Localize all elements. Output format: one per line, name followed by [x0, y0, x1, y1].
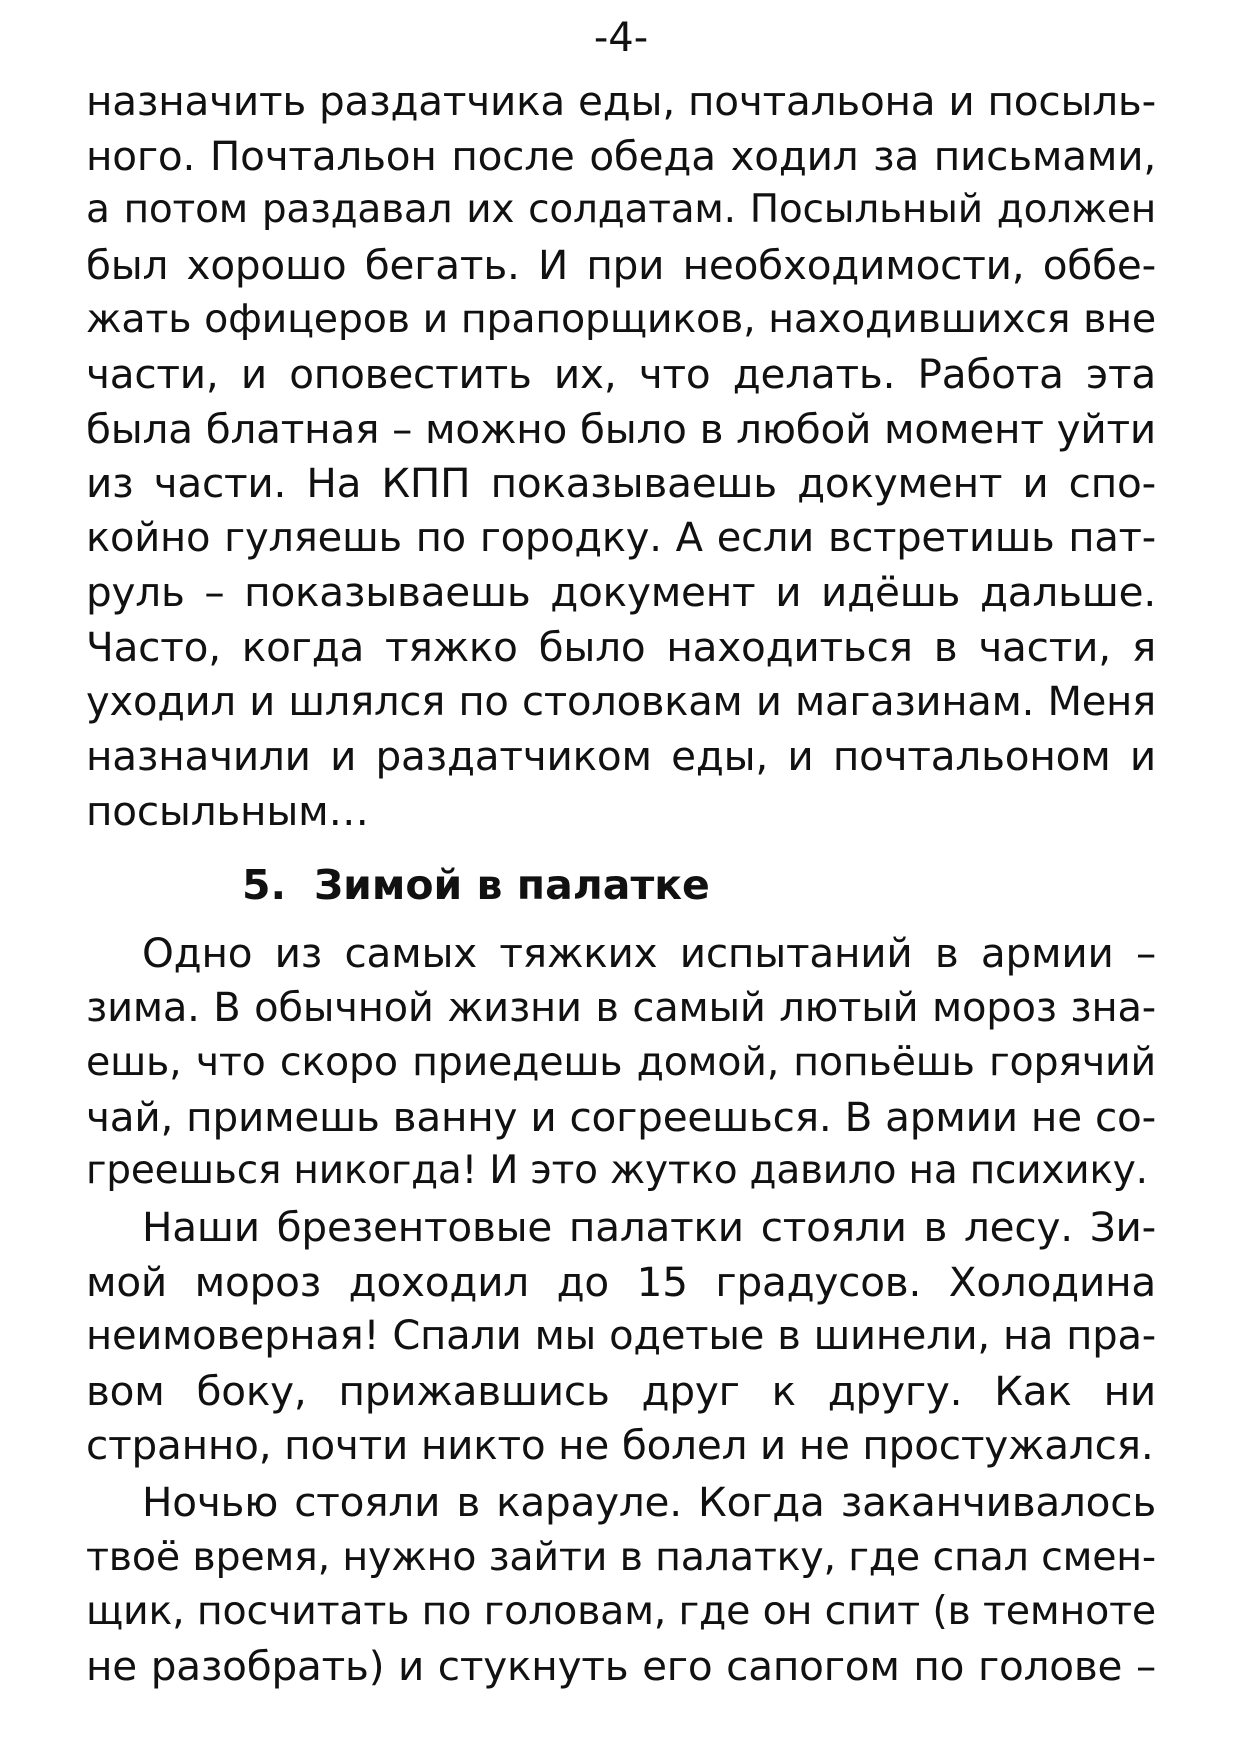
paragraph-1 [86, 74, 1156, 838]
page-number: -4- [593, 15, 649, 61]
text-line: не разобрать) и стукнуть его сапогом по голове – [86, 1641, 1156, 1690]
text-line: мой мороз доходил до 15 градусов. Холодина [86, 1257, 1156, 1306]
text-line: Одно из самых тяжких испытаний в армии – [142, 929, 1156, 977]
text-line: назначили и раздатчиком еды, и почтальоном и [86, 732, 1156, 781]
text-line: был хорошо бегать. И при необходимости, оббе- [86, 240, 1156, 289]
text-line: жать офицеров и прапорщиков, находившихся вне [86, 296, 1156, 343]
text-line: греешься никогда! И это жутко давило на психику. [86, 1148, 1148, 1194]
text-line: Наши брезентовые палатки стояли в лесу. Зи- [142, 1203, 1156, 1251]
text-line: странно, почти никто не болел и не простужался. [86, 1421, 1154, 1470]
text-line: неимоверная! Спали мы одетые в шинели, на пра- [86, 1313, 1156, 1360]
paragraph-3 [86, 1200, 1156, 1473]
text-line: уходил и шлялся по столовкам и магазинам. Меня [86, 678, 1156, 725]
text-line: назначить раздатчика еды, почтальона и посыль- [86, 77, 1156, 125]
text-line: руль – показываешь документ и идёшь дальше. [86, 568, 1156, 617]
text-line: Часто, когда тяжко было находиться в части, я [86, 622, 1156, 671]
paragraph-4 [86, 1475, 1156, 1693]
paragraph-2 [86, 926, 1156, 1199]
text-line: ного. Почтальон после обеда ходил за письмами, [86, 131, 1156, 180]
section-number: 5. [242, 861, 287, 909]
text-line: койно гуляешь по городку. А если встретишь пат- [86, 514, 1156, 561]
text-line: посыльным… [86, 786, 369, 835]
text-line: а потом раздавал их солдатам. Посыльный должен [86, 187, 1156, 233]
text-line: вом боку, прижавшись друг к другу. Как ни [86, 1366, 1156, 1415]
text-line: твоё время, нужно зайти в палатку, где спал смен- [86, 1533, 1156, 1580]
text-line: щик, посчитать по головам, где он спит (в темноте [86, 1588, 1157, 1635]
text-line: части, и оповестить их, что делать. Работа эта [86, 349, 1156, 398]
text-line: из части. На КПП показываешь документ и спо- [86, 459, 1156, 508]
text-line: ешь, что скоро приедешь домой, попьёшь горячий [86, 1039, 1156, 1086]
section-heading [242, 858, 710, 912]
text-line: Ночью стояли в карауле. Когда заканчивалось [142, 1478, 1156, 1526]
text-line: чай, примешь ванну и согреешься. В армии не со- [86, 1092, 1156, 1141]
text-line: была блатная – можно было в любой момент уйти [86, 404, 1156, 453]
text-line: зима. В обычной жизни в самый лютый мороз зна- [86, 984, 1156, 1031]
section-title: Зимой в палатке [314, 861, 710, 909]
